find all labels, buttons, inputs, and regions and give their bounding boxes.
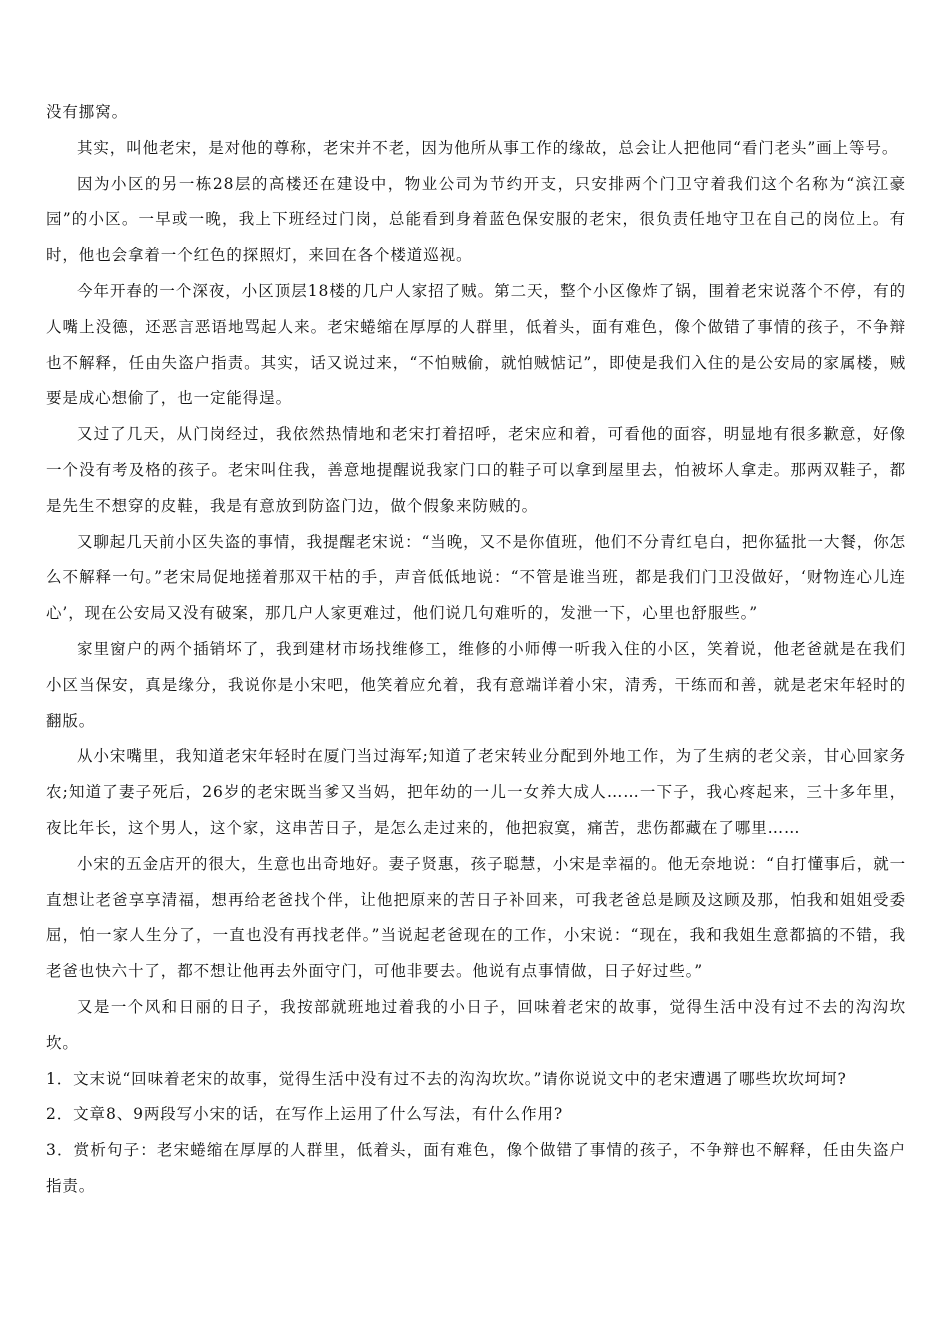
article-paragraph-9: 小宋的五金店开的很大，生意也出奇地好。妻子贤惠，孩子聪慧，小宋是幸福的。他无奈地说：“自打懂事后，就一直想让老爸享享清福，想再给老爸找个伴，让他把原来的苦日子补回来，可我老爸总是顾及这顾及那，怕我和姐姐受委屈，怕一家人生分了，一直也没有再找老伴。”当说起老爸现在的工作，小宋说：“现在，我和我姐生意都搞的不错，我老爸也快六十了，都不想让他再去外面守门，可他非要去。他说有点事情做，日子好过些。” <box>46 854 906 981</box>
article-paragraph-4: 今年开春的一个深夜，小区顶层18楼的几户人家招了贼。第二天，整个小区像炸了锅，围着老宋说落个不停，有的人嘴上没德，还恶言恶语地骂起人来。老宋蜷缩在厚厚的人群里，低着头，面有难色，像个做错了事情的孩子，不争辩也不解释，任由失盗户指责。其实，话又说过来，“不怕贼偷，就怕贼惦记”，即使是我们入住的是公安局的家属楼，贼要是成心想偷了，也一定能得逞。 <box>46 281 906 408</box>
article-paragraph-3: 因为小区的另一栋28层的高楼还在建设中，物业公司为节约开支，只安排两个门卫守着我们这个名称为“滨江豪园”的小区。一早或一晚，我上下班经过门岗，总能看到身着蓝色保安服的老宋，很负责任地守卫在自己的岗位上。有时，他也会拿着一个红色的探照灯，来回在各个楼道巡视。 <box>46 174 906 265</box>
question-list <box>46 1062 906 1205</box>
question-1: 1．文末说“回味着老宋的故事，觉得生活中没有过不去的沟沟坎坎。”请你说说文中的老宋遭遇了哪些坎坎坷坷? <box>46 1069 847 1088</box>
article-paragraph-6: 又聊起几天前小区失盗的事情，我提醒老宋说：“当晚，又不是你值班，他们不分青红皂白，把你猛批一大餐，你怎么不解释一句。”老宋局促地搓着那双干枯的手，声音低低地说：“不管是谁当班，都是我们门卫没做好，‘财物连心儿连心’，现在公安局又没有破案，那几户人家更难过，他们说几句难听的，发泄一下，心里也舒服些。” <box>46 532 906 623</box>
article-body <box>46 95 906 1062</box>
question-2: 2．文章8、9两段写小宋的话，在写作上运用了什么写法，有什么作用? <box>46 1105 564 1124</box>
article-paragraph-2: 其实，叫他老宋，是对他的尊称，老宋并不老，因为他所从事工作的缘故，总会让人把他同“看门老头”画上等号。 <box>77 138 899 157</box>
document-page <box>46 95 906 1205</box>
article-paragraph-10: 又是一个风和日丽的日子，我按部就班地过着我的小日子，回味着老宋的故事，觉得生活中没有过不去的沟沟坎坎。 <box>46 997 906 1052</box>
article-paragraph-8: 从小宋嘴里，我知道老宋年轻时在厦门当过海军;知道了老宋转业分配到外地工作，为了生病的老父亲，甘心回家务农;知道了妻子死后，26岁的老宋既当爹又当妈，把年幼的一儿一女养大成人……一下子，我心疼起来，三十多年里，夜比年长，这个男人，这个家，这串苦日子，是怎么走过来的，他把寂寞，痛苦，悲伤都藏在了哪里…… <box>46 747 906 837</box>
article-paragraph-7: 家里窗户的两个插销坏了，我到建材市场找维修工，维修的小师傅一听我入住的小区，笑着说，他老爸就是在我们小区当保安，真是缘分，我说你是小宋吧，他笑着应允着，我有意端详着小宋，清秀，干练而和善，就是老宋年轻时的翻版。 <box>46 639 906 730</box>
question-3: 3．赏析句子：老宋蜷缩在厚厚的人群里，低着头，面有难色，像个做错了事情的孩子，不争辩也不解释，任由失盗户指责。 <box>46 1141 906 1195</box>
article-paragraph-1: 没有挪窝。 <box>46 103 129 121</box>
article-paragraph-5: 又过了几天，从门岗经过，我依然热情地和老宋打着招呼，老宋应和着，可看他的面容，明显地有很多歉意，好像一个没有考及格的孩子。老宋叫住我，善意地提醒说我家门口的鞋子可以拿到屋里去，怕被坏人拿走。那两双鞋子，都是先生不想穿的皮鞋，我是有意放到防盗门边，做个假象来防贼的。 <box>46 425 906 515</box>
